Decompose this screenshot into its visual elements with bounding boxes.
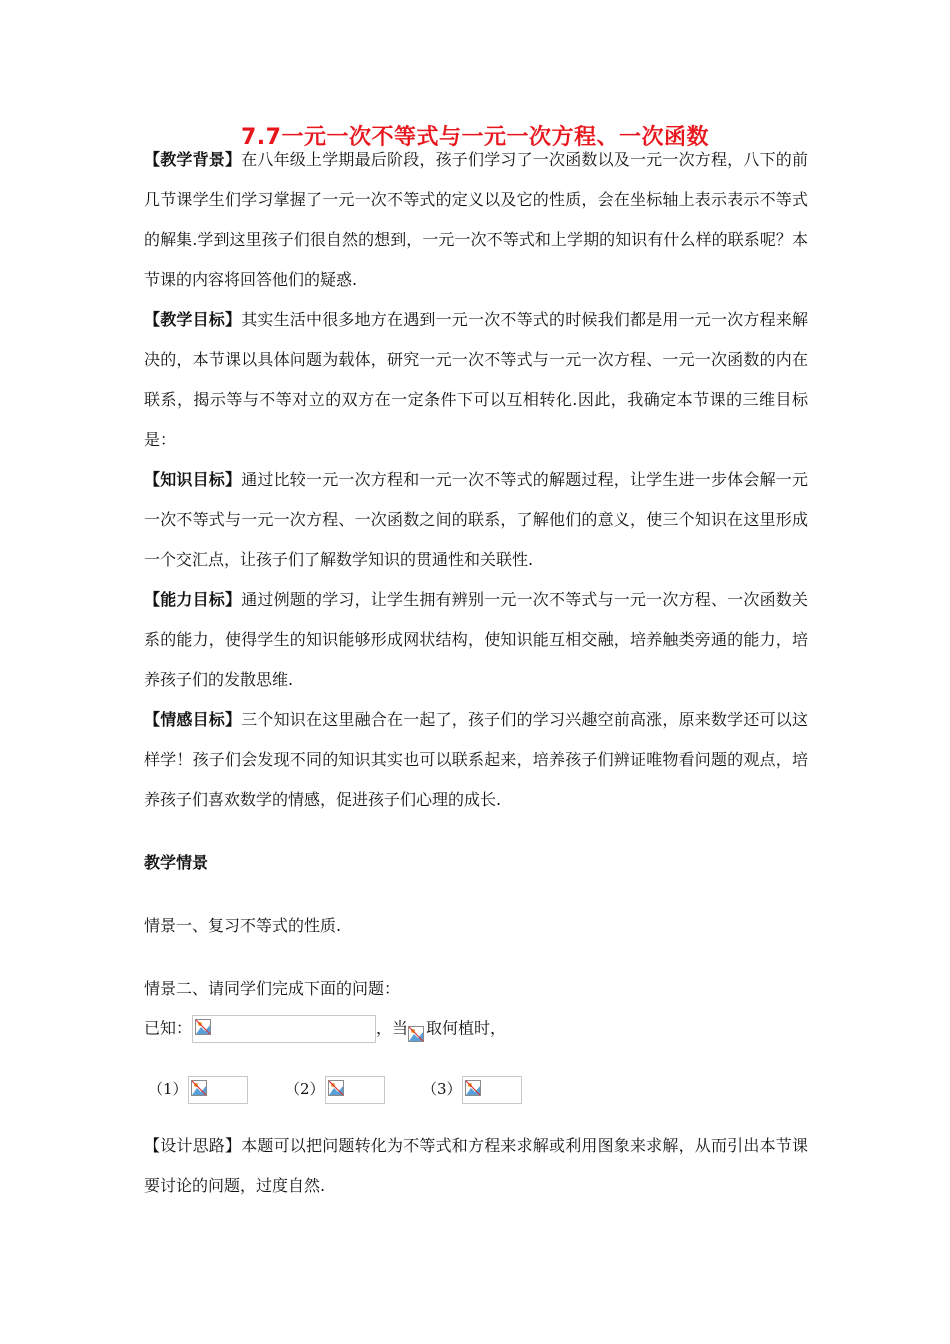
section-heading: 教学情景 bbox=[144, 853, 209, 872]
design-section bbox=[144, 1126, 808, 1206]
intro-sections bbox=[144, 140, 808, 820]
known-suffix: 取何植时， bbox=[426, 1018, 507, 1038]
section-text: 在八年级上学期最后阶段，孩子们学习了一次函数以及一元一次方程，八下的前几节课学生们学习掌握了一元一次不等式的定义以及它的性质，会在坐标轴上表示表示不等式的解集.学到这里孩子们很自然的想到，一元一次不等式和上学期的知识有什么样的联系呢？本节课的内容将回答他们的疑惑. bbox=[144, 150, 808, 289]
scene-one: 情景一、复习不等式的性质. bbox=[144, 916, 342, 935]
section-ability-goal bbox=[144, 580, 808, 700]
scene-two: 情景二、请同学们完成下面的问题： bbox=[144, 979, 401, 998]
sub-item-label: （1） bbox=[148, 1080, 188, 1098]
sub-item-image bbox=[462, 1076, 522, 1104]
sub-item-image bbox=[188, 1076, 248, 1104]
sub-item-1 bbox=[148, 1076, 248, 1104]
section-text: 其实生活中很多地方在遇到一元一次不等式的时候我们都是用一元一次方程来解决的，本节课以具体问题为载体，研究一元一次不等式与一元一次方程、一元一次函数的内在联系，揭示等与不等对立的双方在一定条件下可以互相转化.因此，我确定本节课的三维目标是： bbox=[144, 310, 808, 449]
section-label: 【知识目标】 bbox=[144, 470, 242, 489]
section-label: 【情感目标】 bbox=[144, 710, 242, 729]
broken-image-icon bbox=[191, 1080, 207, 1096]
page-title: 7.7一元一次不等式与一元一次方程、一次函数 bbox=[241, 125, 709, 150]
section-emotion-goal bbox=[144, 700, 808, 820]
broken-image-icon bbox=[408, 1026, 424, 1042]
section-label: 【教学目标】 bbox=[144, 310, 242, 329]
known-prefix: 已知： bbox=[144, 1018, 193, 1038]
sub-item-label: （3） bbox=[422, 1080, 462, 1098]
section-label: 【教学背景】 bbox=[144, 150, 242, 169]
section-text: 通过比较一元一次方程和一元一次不等式的解题过程，让学生进一步体会解一元一次不等式与一元一次方程、一次函数之间的联系，了解他们的意义，使三个知识在这里形成一个交汇点，让孩子们了解数学知识的贯通性和关联性. bbox=[144, 470, 808, 569]
section-label: 【能力目标】 bbox=[144, 590, 242, 609]
variable-image bbox=[408, 1020, 426, 1038]
broken-image-icon bbox=[465, 1080, 481, 1096]
section-objectives bbox=[144, 300, 808, 460]
known-when: ，当 bbox=[376, 1018, 409, 1038]
section-design bbox=[144, 1126, 808, 1206]
broken-image-icon bbox=[328, 1080, 344, 1096]
sub-item-image bbox=[325, 1076, 385, 1104]
broken-image-icon bbox=[195, 1019, 211, 1035]
section-text: 三个知识在这里融合在一起了，孩子们的学习兴趣空前高涨，原来数学还可以这样学！孩子们会发现不同的知识其实也可以联系起来，培养孩子们辨证唯物看问题的观点，培养孩子们喜欢数学的情感，促进孩子们心理的成长. bbox=[144, 710, 808, 809]
section-knowledge-goal bbox=[144, 460, 808, 580]
sub-item-2 bbox=[285, 1076, 385, 1104]
equation-image bbox=[192, 1015, 376, 1043]
section-text: 通过例题的学习，让学生拥有辨别一元一次不等式与一元一次方程、一次函数关系的能力，使得学生的知识能够形成网状结构，使知识能互相交融，培养触类旁通的能力，培养孩子们的发散思维. bbox=[144, 590, 808, 689]
section-background bbox=[144, 140, 808, 300]
sub-item-label: （2） bbox=[285, 1080, 325, 1098]
known-line bbox=[144, 1015, 506, 1043]
section-label: 【设计思路】 bbox=[144, 1136, 242, 1155]
section-text: 本题可以把问题转化为不等式和方程来求解或利用图象来求解，从而引出本节课要讨论的问题，过度自然. bbox=[144, 1136, 808, 1195]
sub-item-3 bbox=[422, 1076, 522, 1104]
